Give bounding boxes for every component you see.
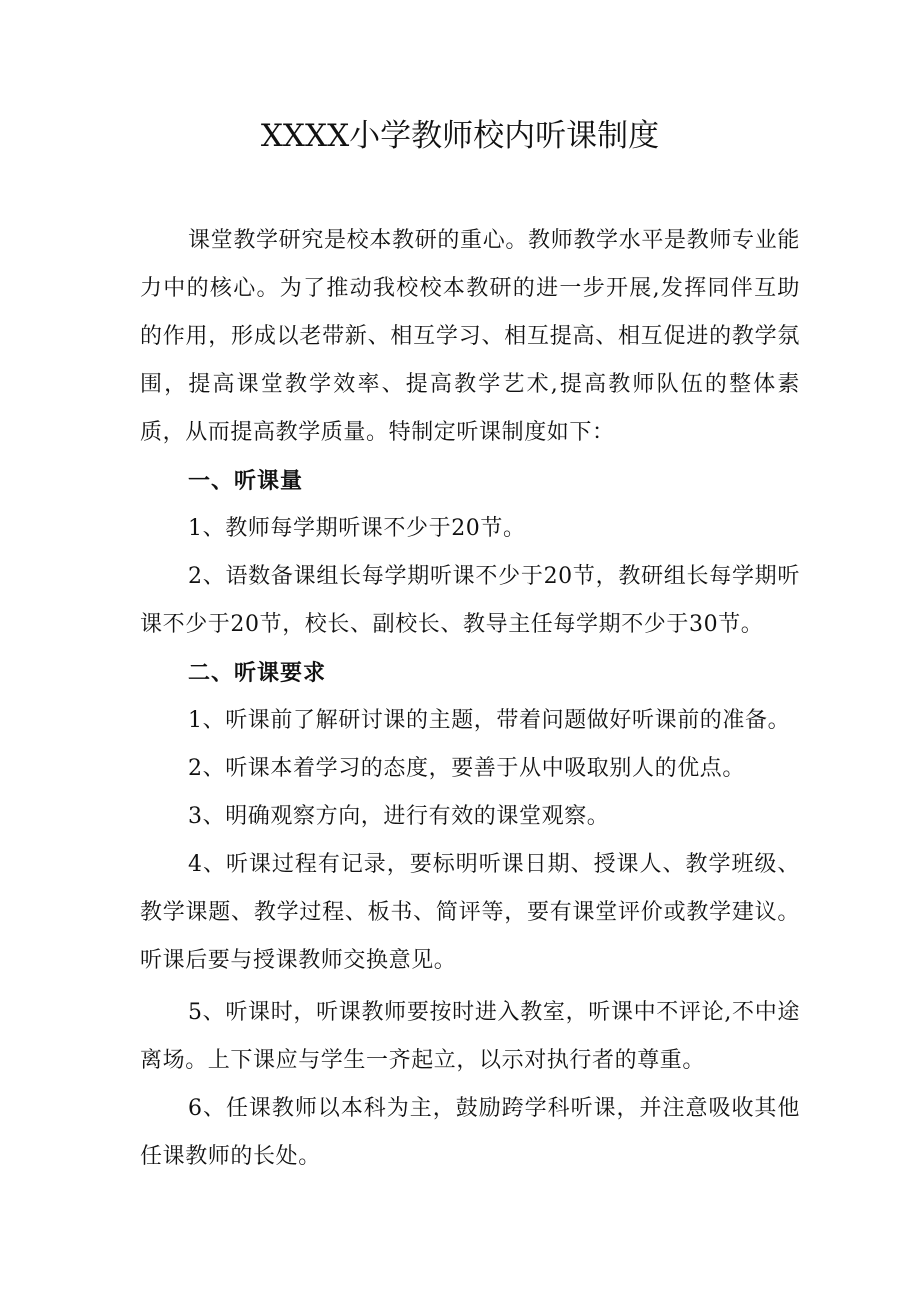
listening-amount-item-1: 1、教师每学期听课不少于20节。: [188, 516, 526, 541]
requirement-item-4: 4、听课过程有记录，要标明听课日期、授课人、教学班级、教学课题、教学过程、板书、简评等，要有课堂评价或教学建议。听课后要与授课教师交换意见。: [140, 852, 800, 973]
requirement-item-5: 5、听课时，听课教师要按时进入教室，听课中不评论,不中途离场。上下课应与学生一齐起立，以示对执行者的尊重。: [140, 1000, 800, 1073]
section-heading-listening-requirements: 二、听课要求: [188, 660, 327, 686]
intro-paragraph: 课堂教学研究是校本教研的重心。教师教学水平是教师专业能力中的核心。为了推动我校校本教研的进一步开展,发挥同伴互助的作用，形成以老带新、相互学习、相互提高、相互促进的教学氛围，提高课堂教学效率、提高教学艺术,提高教师队伍的整体素质，从而提高教学质量。特制定听课制度如下：: [140, 228, 800, 445]
section-heading-listening-amount: 一、听课量: [188, 468, 304, 494]
document-title: XXXX小学教师校内听课制度: [260, 118, 660, 154]
document-body: [140, 217, 800, 1181]
requirement-item-3: 3、明确观察方向，进行有效的课堂观察。: [188, 804, 610, 829]
listening-amount-item-2: 2、语数备课组长每学期听课不少于20节，教研组长每学期听课不少于20节，校长、副校长、教导主任每学期不少于30节。: [140, 564, 800, 637]
requirement-item-1: 1、听课前了解研讨课的主题，带着问题做好听课前的准备。: [188, 708, 791, 733]
requirement-item-2: 2、听课本着学习的态度，要善于从中吸取别人的优点。: [188, 756, 745, 781]
requirement-item-6: 6、任课教师以本科为主，鼓励跨学科听课，并注意吸收其他任课教师的长处。: [140, 1096, 800, 1169]
